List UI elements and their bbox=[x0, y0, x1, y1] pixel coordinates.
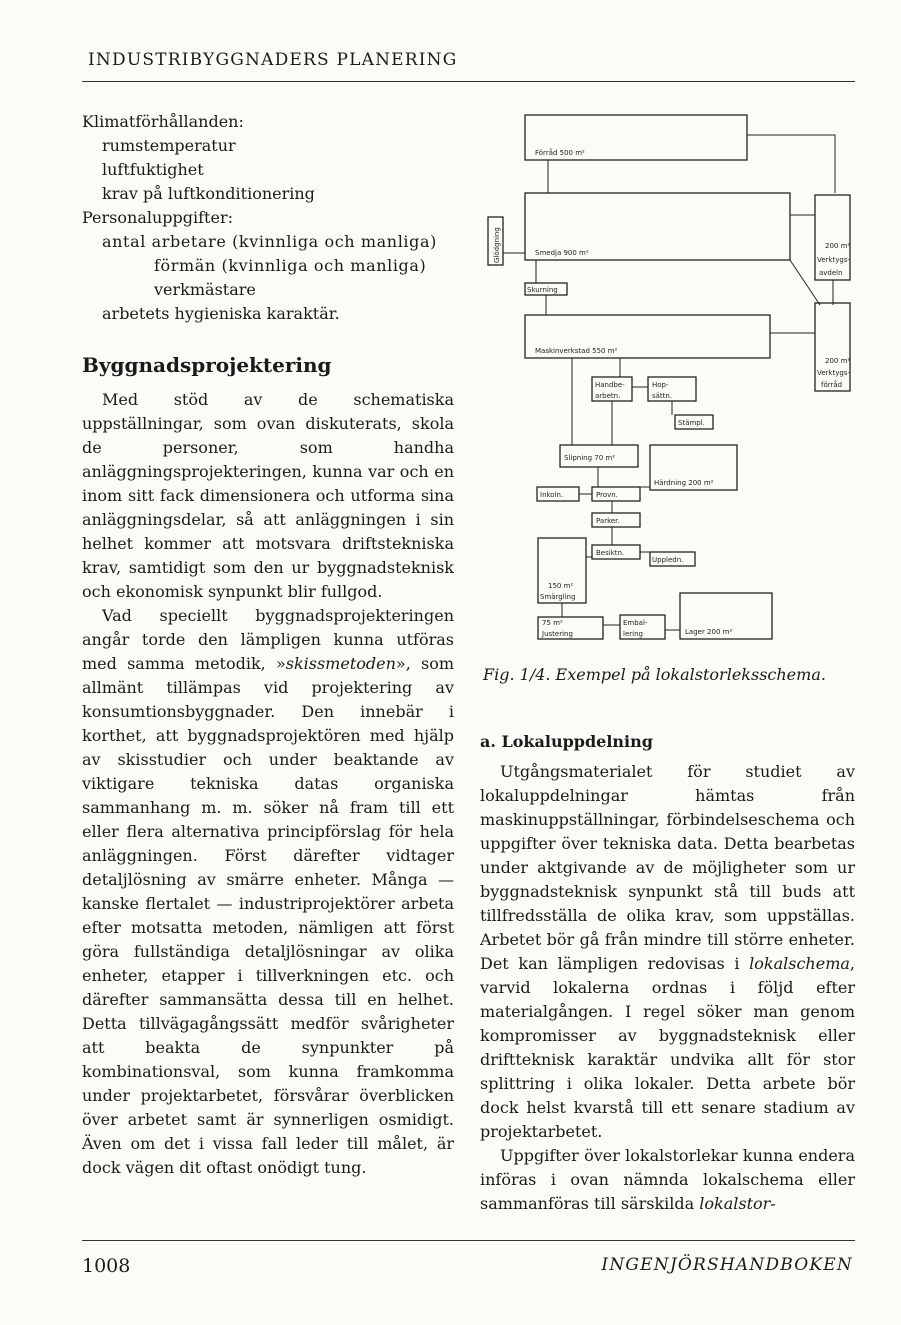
label-verktygsavdeln: Verktygs- bbox=[817, 256, 850, 264]
label-uppledn: Uppledn. bbox=[652, 556, 684, 564]
emphasis-term: skissmetoden bbox=[285, 654, 396, 673]
label-hardning: Härdning 200 m² bbox=[654, 479, 714, 487]
label-inkoln: Inkoln. bbox=[540, 491, 564, 499]
body-paragraph: Vad speciellt byggnadsprojekteringen angår torde den lämpligen kunna utföras med samma metodik, »skissmetoden», som allmänt tillämpas vid projektering av konsumtionsbyggnader. Den innebär i korthet, att byggnadsprojektören med hjälp av skisstudier och under beaktande av viktigare tekniska datas organiska sammanhang m. m. söker nå fram till ett eller flera alternativa principförslag för hela anläggningen. Först därefter vidtager detaljlösning av smärre enheter. Många — kanske flertalet — industriprojektörer arbeta efter motsatta metoden, nämligen att först göra fullständiga detaljlösningar av olika enheter, etapper i tillverkningen etc. och därefter sammansätta dessa till en helhet. Detta tillvägagångssätt medför svårigheter att beakta de synpunkter på kombinationsval, som kunna framkomma under projektarbetet, försvårar överblicken över arbetet samt är synnerligen osmidigt. Även om det i vissa fall leder till målet, är dock vägen dit oftast onödigt tung. bbox=[82, 606, 454, 1177]
label-verktygsavdeln: 200 m² bbox=[825, 242, 851, 250]
personnel-item: arbetets hygieniska karaktär. bbox=[102, 304, 340, 323]
climate-item: luftfuktighet bbox=[102, 160, 204, 179]
running-header: INDUSTRIBYGGNADERS PLANERING bbox=[88, 50, 458, 70]
climate-item: krav på luftkonditionering bbox=[102, 184, 315, 203]
label-justering: 75 m² bbox=[542, 619, 563, 627]
body-paragraph: Uppgifter över lokalstorlekar kunna endera införas i ovan nämnda lokalschema eller sammanföras till särskilda lokalstor- bbox=[480, 1146, 855, 1213]
personnel-item: verkmästare bbox=[154, 280, 256, 299]
section-heading: Byggnadsprojektering bbox=[82, 353, 332, 377]
label-maskinverkstad: Maskinverkstad 550 m² bbox=[535, 347, 618, 355]
body-paragraph: Utgångsmaterialet för studiet av lokaluppdelningar hämtas från maskinuppställningar, förbindelseschema och uppgifter över tekniska data. Detta bearbetas under aktgivande av de möjligheter som ur byggnadsteknisk synpunkt stå till buds att tillfredsställa de olika krav, som uppställas. Arbetet bör gå från mindre till större enheter. Det kan lämpligen redovisas i lokalschema, varvid lokalerna ordnas i följd efter materialgången. I regel söker man genom kompromisser av byggnadsteknisk eller driftteknisk karaktär undvika allt för stor splittring i olika lokaler. Detta arbete bör dock helst kvarstå till ett senare stadium av projektarbetet. bbox=[480, 762, 855, 1141]
body-paragraph: Med stöd av de schematiska uppställningar, som ovan diskuterats, skola de personer, som handha anläggningsprojekteringen, kunna var och en inom sitt fack dimensionera och utforma sina anläggningsdelar, så att anläggningen i sin helhet kommer att motsvara driftstekniska krav, samtidigt som den ur byggnadsteknisk och ekonomisk synpunkt blir fullgod. bbox=[82, 390, 454, 601]
label-smargling: Smärgling bbox=[540, 593, 576, 601]
label-stampl: Stämpl. bbox=[678, 419, 705, 427]
label-smedja: Smedja 900 m² bbox=[535, 249, 589, 257]
lokalstorleksschema-diagram bbox=[480, 105, 855, 650]
label-justering: Justering bbox=[542, 630, 573, 638]
label-verktygsforrad: 200 m² bbox=[825, 357, 851, 365]
label-besiktn: Besiktn. bbox=[596, 549, 625, 557]
personnel-label: Personaluppgifter: bbox=[82, 208, 233, 227]
label-slipning: Slipning 70 m² bbox=[564, 454, 616, 462]
label-verktygsavdeln: avdeln bbox=[819, 269, 843, 277]
personnel-item: antal arbetare (kvinnliga och manliga) bbox=[102, 232, 437, 251]
footer-rule bbox=[82, 1240, 855, 1241]
box-verktygsavdeln bbox=[815, 195, 850, 280]
label-verktygsforrad: Verktygs- bbox=[817, 369, 850, 377]
label-parker: Parker. bbox=[596, 517, 620, 525]
label-emballering: Embal- bbox=[623, 619, 648, 627]
label-forrad: Förråd 500 m² bbox=[535, 149, 585, 157]
label-smargling: 150 m² bbox=[548, 582, 574, 590]
label-glodgning: Glödgning bbox=[493, 227, 501, 263]
page-number: 1008 bbox=[82, 1255, 131, 1277]
figure-caption: Fig. 1/4. Exempel på lokalstorleksschema. bbox=[483, 665, 826, 684]
label-hopsattn: sättn. bbox=[652, 392, 673, 400]
right-text-block bbox=[480, 730, 855, 1216]
label-handbearbetn: Handbe- bbox=[595, 381, 625, 389]
header-rule bbox=[82, 81, 855, 82]
personnel-item: förmän (kvinnliga och manliga) bbox=[154, 256, 427, 275]
label-lager: Lager 200 m² bbox=[685, 628, 733, 636]
label-verktygsforrad: förråd bbox=[821, 381, 843, 389]
label-skurning: Skurning bbox=[527, 286, 558, 294]
sub-heading: a. Lokaluppdelning bbox=[480, 732, 653, 751]
connector bbox=[747, 135, 835, 193]
left-column bbox=[82, 110, 454, 1180]
label-emballering: lering bbox=[623, 630, 643, 638]
emphasis-term: lokalstor- bbox=[699, 1194, 776, 1213]
emphasis-term: lokalschema bbox=[749, 954, 850, 973]
climate-item: rumstemperatur bbox=[102, 136, 236, 155]
box-verktygsforrad bbox=[815, 303, 850, 391]
book-title: INGENJÖRSHANDBOKEN bbox=[601, 1255, 853, 1275]
climate-label: Klimatförhållanden: bbox=[82, 112, 244, 131]
label-hopsattn: Hop- bbox=[652, 381, 669, 389]
label-handbearbetn: arbetn. bbox=[595, 392, 621, 400]
label-provn: Provn. bbox=[596, 491, 618, 499]
